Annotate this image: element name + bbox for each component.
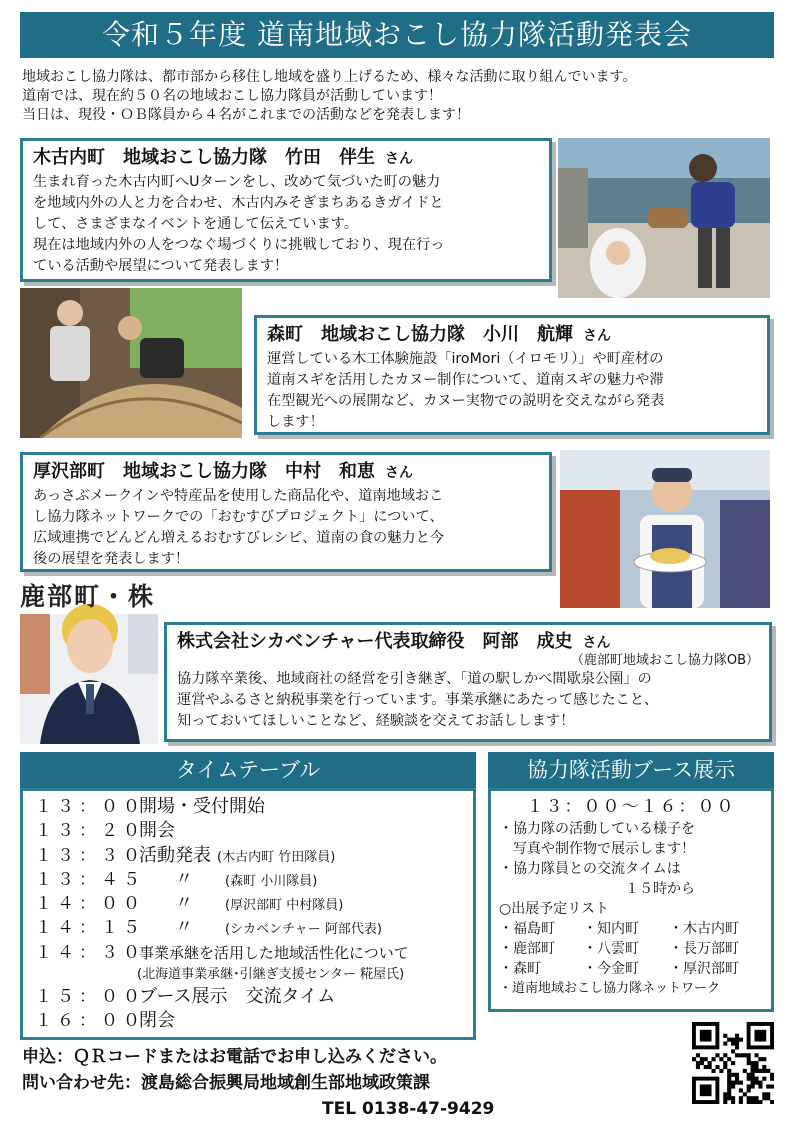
booth-time: １３：００～１６：００ bbox=[526, 797, 736, 817]
timetable-row: １３：００ 開場・受付開始 bbox=[35, 796, 265, 817]
speaker-name: 厚沢部町 地域おこし協力隊 中村 和恵 さん bbox=[33, 461, 413, 482]
photo-takeda bbox=[558, 138, 770, 298]
booth-town: ・森町 bbox=[499, 961, 541, 977]
booth-text: 写真や制作物で展示します！ bbox=[499, 841, 695, 857]
speaker-description: 生まれ育った木古内町へUターンをし、改めて気づいた町の魅力 を地域内外の人と力を合わせ、木古内みそぎまちあるきガイドと して、さまざまなイベントを通して伝えています。 現在は地域内外の人をつなぐ場づくりに挑戦しており、現在行っ ている活動や展望について発表します！ bbox=[33, 174, 445, 274]
speaker-name: 森町 地域おこし協力隊 小川 航輝 さん bbox=[267, 324, 611, 345]
photo-ogawa bbox=[20, 288, 242, 438]
page-title: 令和５年度 道南地域おこし協力隊活動発表会 bbox=[20, 12, 774, 58]
tel-number: TEL 0138-47-9429 bbox=[322, 1099, 495, 1119]
booth-town: ・木古内町 bbox=[669, 921, 739, 937]
speaker-card-abe bbox=[164, 622, 772, 742]
speaker-card-ogawa bbox=[254, 315, 770, 435]
photo-abe bbox=[20, 580, 158, 744]
booth-list-title: ○出展予定リスト bbox=[499, 901, 609, 917]
photo-sign-text: 鹿部町・株 bbox=[20, 582, 156, 611]
booth-network: ・道南地域おこし協力隊ネットワーク bbox=[499, 981, 721, 996]
speaker-description: あっさぶメークインや特産品を使用した商品化や、道南地域おこ し協力隊ネットワークでの「おむすびプロジェクト」について、 広域連携でどんどん増えるおむすびレシピ、道南の食の魅力と今 後の展望を発表します！ bbox=[33, 488, 444, 567]
speaker-card-takeda bbox=[20, 138, 552, 282]
booth-town-list bbox=[499, 919, 763, 979]
booth-town: ・福島町 bbox=[499, 921, 555, 937]
booth-town: ・知内町 bbox=[583, 921, 639, 937]
booth-box bbox=[488, 788, 774, 1012]
speaker-affiliation: （鹿部町地域おこし協力隊OB） bbox=[570, 653, 759, 668]
timetable-row: １３：３０ 活動発表 (木古内町 竹田隊員) bbox=[35, 844, 336, 866]
booth-town: ・今金町 bbox=[583, 961, 639, 977]
speaker-name: 木古内町 地域おこし協力隊 竹田 伴生 さん bbox=[33, 147, 413, 168]
qr-code[interactable] bbox=[692, 1022, 774, 1104]
speaker-card-nakamura bbox=[20, 452, 552, 572]
timetable-row: １６：００ 閉会 bbox=[35, 1010, 175, 1032]
booth-text: ・協力隊員との交流タイムは bbox=[499, 861, 681, 877]
apply-line: 申込：ＱＲコードまたはお電話でお申し込みください。 bbox=[22, 1047, 447, 1067]
booth-town: ・長万部町 bbox=[669, 941, 739, 957]
contact-line: 問い合わせ先：渡島総合振興局地域創生部地域政策課 bbox=[22, 1073, 430, 1093]
timetable-box bbox=[20, 788, 476, 1040]
booth-town: ・鹿部町 bbox=[499, 941, 555, 957]
timetable-row: １３：４５ 〃 (森町 小川隊員) bbox=[35, 868, 318, 890]
photo-nakamura bbox=[560, 450, 770, 608]
booth-heading: 協力隊活動ブース展示 bbox=[488, 752, 774, 788]
speaker-name: 株式会社シカベンチャー代表取締役 阿部 成史 さん bbox=[177, 631, 611, 652]
timetable-row: １３：２０ 開会 bbox=[35, 820, 175, 842]
booth-text: ・協力隊の活動している様子を bbox=[499, 821, 695, 837]
footer bbox=[22, 1044, 494, 1122]
timetable-subnote: (北海道事業承継･引継ぎ支援センター 糀屋氏) bbox=[137, 967, 405, 983]
speaker-description: 協力隊卒業後、地域商社の経営を引き継ぎ、「道の駅しかべ間歇泉公園」の 運営やふるさと納税事業を行っています。事業承継にあたって感じたこと、 知っておいてほしいことなど、経験談を交えてお話しします！ bbox=[177, 671, 659, 729]
intro-line: 当日は、現役・ＯＢ隊員から４名がこれまでの活動などを発表します！ bbox=[22, 107, 470, 123]
booth-text: １５時から bbox=[499, 881, 695, 897]
intro-text bbox=[22, 68, 782, 125]
timetable-row: １４：３０ 事業承継を活用した地域活性化について bbox=[35, 942, 409, 963]
timetable-row: １５：００ ブース展示 交流タイム bbox=[35, 986, 336, 1008]
booth-town: ・厚沢部町 bbox=[669, 961, 739, 977]
intro-line: 地域おこし協力隊は、都市部から移住し地域を盛り上げるため、様々な活動に取り組んでいます。 bbox=[22, 69, 637, 85]
booth-town: ・八雲町 bbox=[583, 941, 639, 957]
timetable-row: １４：１５ 〃 (シカベンチャー 阿部代表) bbox=[35, 917, 382, 939]
timetable-row: １４：００ 〃 (厚沢部町 中村隊員) bbox=[35, 893, 344, 915]
speaker-description: 運営している木工体験施設「iroMori（イロモリ）」や町産材の 道南スギを活用したカヌー制作について、道南スギの魅力や滞 在型観光への展開など、カヌー実物での説明を交えながら発表 します！ bbox=[267, 351, 665, 430]
intro-line: 道南では、現在約５０名の地域おこし協力隊員が活動しています！ bbox=[22, 88, 442, 104]
timetable-heading: タイムテーブル bbox=[20, 752, 476, 788]
